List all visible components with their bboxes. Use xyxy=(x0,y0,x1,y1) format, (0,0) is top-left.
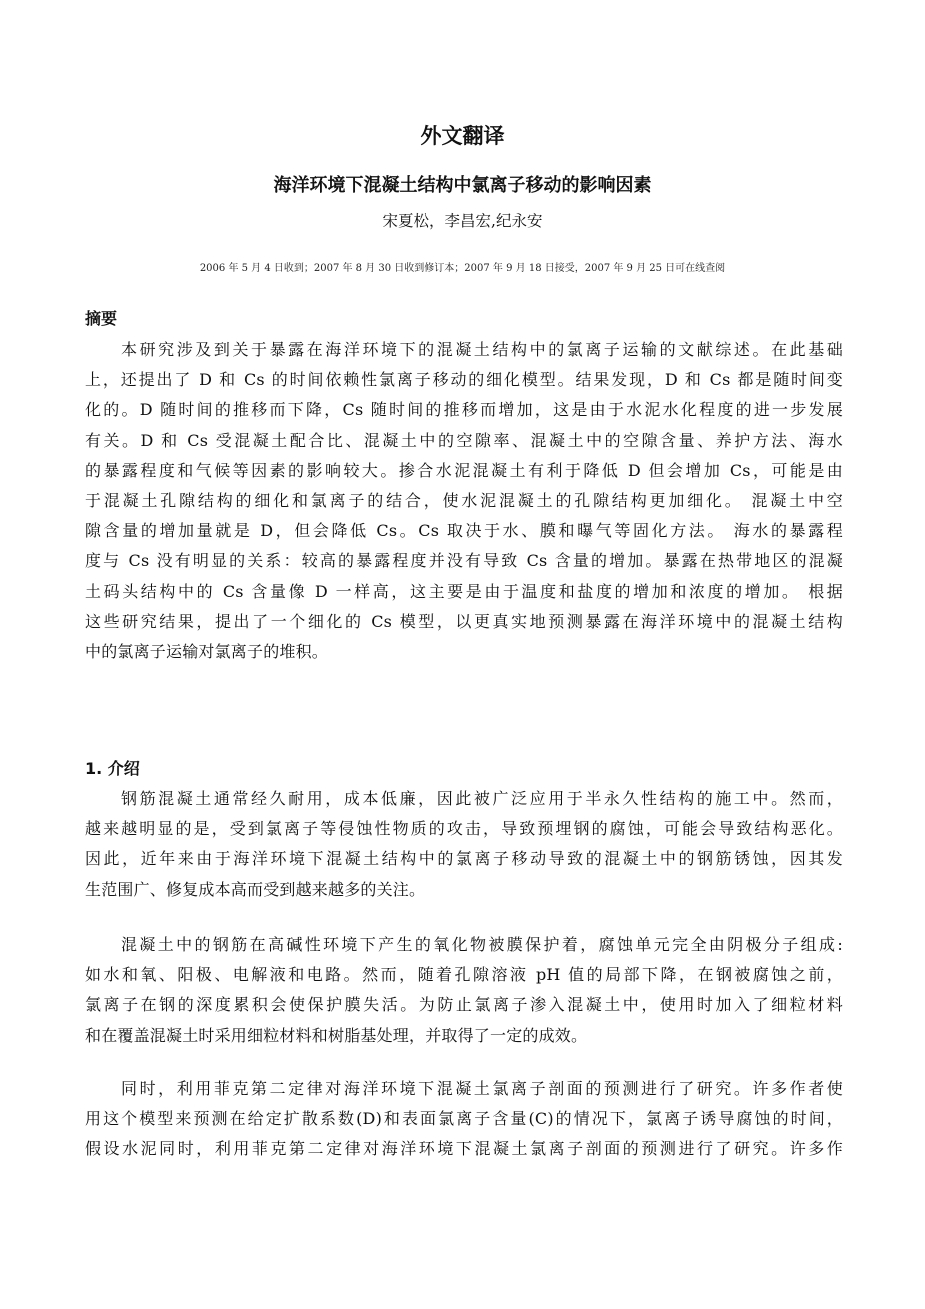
paragraph-line: 用这个模型来预测在给定扩散系数(D)和表面氯离子含量(C)的情况下，氯离子诱导腐蚀的时间， xyxy=(85,1109,843,1129)
paragraph-line: 因此，近年来由于海洋环境下混凝土结构中的氯离子移动导致的混凝土中的钢筋锈蚀，因其发 xyxy=(85,849,843,869)
intro-paragraph-1 xyxy=(85,784,843,905)
abstract-line: 上，还提出了 D 和 Cs 的时间依赖性氯离子移动的细化模型。结果发现，D 和 Cs 都是随时间变 xyxy=(85,370,843,390)
intro-heading: 1. 介绍 xyxy=(85,759,140,778)
paragraph-line: 假设水泥同时，利用菲克第二定律对海洋环境下混凝土氯离子剖面的预测进行了研究。许多作 xyxy=(85,1139,843,1159)
abstract-paragraph xyxy=(85,335,843,667)
paragraph-line: 生范围广、修复成本高而受到越来越多的关注。 xyxy=(85,879,426,899)
abstract-line: 的暴露程度和气候等因素的影响较大。掺合水泥混凝土有利于降低 D 但会增加 Cs，可能是由 xyxy=(85,460,843,480)
abstract-line: 度与 Cs 没有明显的关系：较高的暴露程度并没有导致 Cs 含量的增加。暴露在热带地区的混凝 xyxy=(85,551,843,571)
abstract-line: 这些研究结果，提出了一个细化的 Cs 模型，以更真实地预测暴露在海洋环境中的混凝土结构 xyxy=(85,611,843,631)
paragraph-line: 同时，利用菲克第二定律对海洋环境下混凝土氯离子剖面的预测进行了研究。许多作者使 xyxy=(121,1079,843,1098)
paragraph-line: 混凝土中的钢筋在高碱性环境下产生的氧化物被膜保护着，腐蚀单元完全由阴极分子组成: xyxy=(121,935,843,954)
paragraph-line: 如水和氧、阳极、电解液和电路。然而，随着孔隙溶液 pH 值的局部下降，在钢被腐蚀之前， xyxy=(85,965,843,985)
abstract-line: 于混凝土孔隙结构的细化和氯离子的结合，使水泥混凝土的孔隙结构更加细化。 混凝土中空 xyxy=(85,490,843,510)
paper-title: 海洋环境下混凝土结构中氯离子移动的影响因素 xyxy=(273,175,652,196)
authors: 宋夏松，李昌宏,纪永安 xyxy=(382,212,543,230)
paragraph-line: 氯离子在钢的深度累积会使保护膜失活。为防止氯离子渗入混凝土中，使用时加入了细粒材料 xyxy=(85,995,843,1015)
paragraph-line: 和在覆盖混凝土时采用细粒材料和树脂基处理，并取得了一定的成效。 xyxy=(85,1025,588,1045)
abstract-heading: 摘要 xyxy=(85,309,118,328)
abstract-line: 中的氯离子运输对氯离子的堆积。 xyxy=(85,641,329,661)
paragraph-line: 越来越明显的是，受到氯离子等侵蚀性物质的攻击，导致预埋钢的腐蚀，可能会导致结构恶化。 xyxy=(85,819,843,839)
paragraph-line: 钢筋混凝土通常经久耐用，成本低廉，因此被广泛应用于半永久性结构的施工中。然而， xyxy=(121,789,843,808)
intro-paragraph-3 xyxy=(85,1074,843,1165)
intro-paragraph-2 xyxy=(85,930,843,1051)
document-title: 外文翻译 xyxy=(420,124,505,148)
abstract-line: 隙含量的增加量就是 D，但会降低 Cs。Cs 取决于水、膜和曝气等固化方法。 海水的暴露程 xyxy=(85,521,843,541)
abstract-line: 有关。D 和 Cs 受混凝土配合比、混凝土中的空隙率、混凝土中的空隙含量、养护方法、海水 xyxy=(85,430,843,450)
abstract-line: 化的。D 随时间的推移而下降，Cs 随时间的推移而增加，这是由于水泥水化程度的进一步发展 xyxy=(85,400,843,420)
abstract-line: 本研究涉及到关于暴露在海洋环境下的混凝土结构中的氯离子运输的文献综述。在此基础 xyxy=(121,340,843,359)
received-dates: 2006 年 5 月 4 日收到；2007 年 8 月 30 日收到修订本；2007 年 9 月 18 日接受，2007 年 9 月 25 日可在线查阅 xyxy=(199,263,726,274)
abstract-line: 土码头结构中的 Cs 含量像 D 一样高，这主要是由于温度和盐度的增加和浓度的增加。 根据 xyxy=(85,581,843,601)
